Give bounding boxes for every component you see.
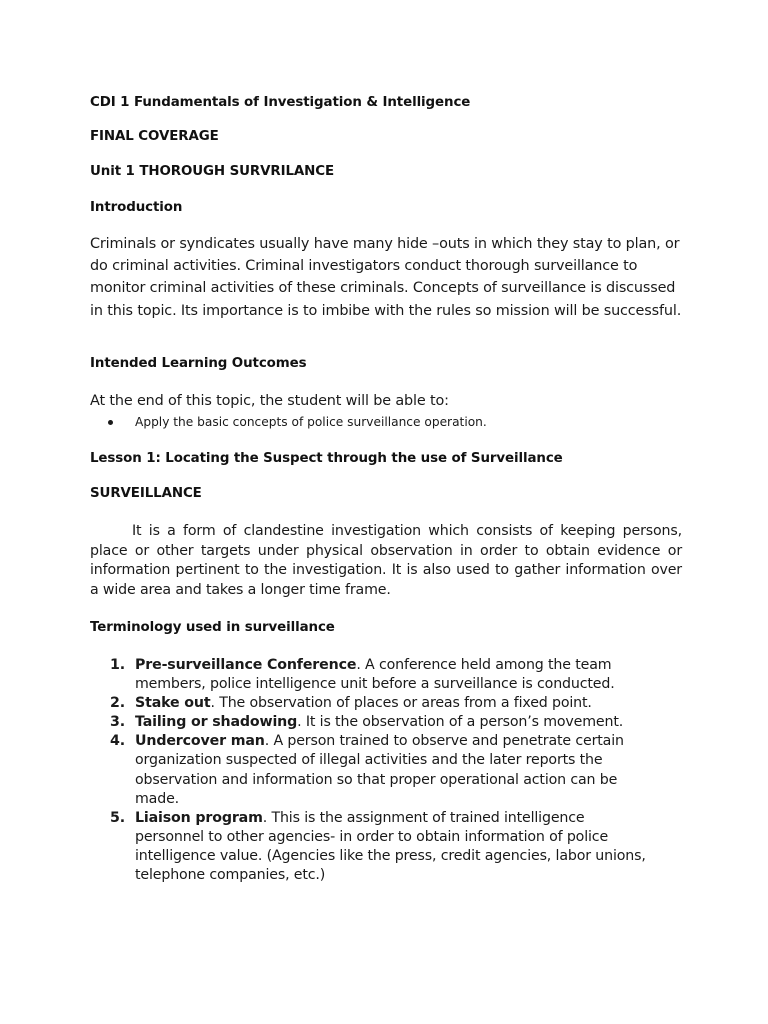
list-item (110, 694, 650, 713)
bullet-icon (108, 420, 113, 425)
list-item (110, 713, 650, 732)
term-name: Stake out (135, 695, 211, 712)
term-number: 5. (110, 809, 125, 826)
term-name: Pre-surveillance Conference (135, 657, 357, 673)
terminology-list (110, 656, 650, 885)
term-definition: . The observation of places or areas from a fixed point. (210, 695, 592, 712)
term-definition: . This is the assignment of trained intelligence personnel to other agencies- in order to obtain information of police intelligence value. (Agencies like the press, credit agencies, labor unions, telephone companies, etc.) (135, 809, 646, 884)
term-name: Liaison program (135, 809, 263, 826)
term-definition: . A person trained to observe and penetrate certain organization suspected of illegal activities and the later reports the observation and information so that proper operational action can be made. (135, 733, 624, 807)
term-definition: . A conference held among the team members, police intelligence unit before a surveillance is conducted. (135, 657, 615, 693)
course-title: CDI 1 Fundamentals of Investigation & Intelligence (90, 95, 471, 110)
unit-heading: Unit 1 THOROUGH SURVRILANCE (90, 164, 335, 179)
terminology-heading: Terminology used in surveillance (90, 620, 335, 635)
term-number: 2. (110, 695, 125, 712)
list-item (110, 656, 650, 694)
list-item (108, 414, 487, 430)
introduction-paragraph: Criminals or syndicates usually have many hide –outs in which they stay to plan, or do criminal activities. Criminal investigators conduct thorough surveillance to monitor criminal activities of these criminals. Concepts of surveillance is discussed in this topic. Its importance is to imbibe with the rules so mission will be successful. (90, 236, 682, 319)
outcomes-heading: Intended Learning Outcomes (90, 356, 307, 371)
list-item (110, 732, 650, 808)
term-name: Undercover man (135, 733, 265, 750)
term-name: Tailing or shadowing (135, 714, 298, 731)
term-number: 3. (110, 714, 125, 731)
list-item (110, 809, 650, 885)
outcomes-list (108, 414, 487, 430)
term-number: 1. (110, 657, 125, 673)
introduction-heading: Introduction (90, 200, 183, 215)
term-number: 4. (110, 733, 125, 750)
lesson-heading: Lesson 1: Locating the Suspect through the use of Surveillance (90, 451, 563, 466)
coverage-heading: FINAL COVERAGE (90, 129, 219, 144)
surveillance-paragraph: It is a form of clandestine investigation which consists of keeping persons, place or other targets under physical observation in order to obtain evidence or information pertinent to the investigation. It is also used to gather information over a wide area and takes a longer time frame. (90, 523, 682, 598)
term-definition: . It is the observation of a person’s movement. (297, 714, 624, 731)
outcomes-intro: At the end of this topic, the student will be able to: (90, 393, 449, 409)
surveillance-heading: SURVEILLANCE (90, 486, 202, 501)
outcome-text: Apply the basic concepts of police surveillance operation. (135, 415, 487, 429)
